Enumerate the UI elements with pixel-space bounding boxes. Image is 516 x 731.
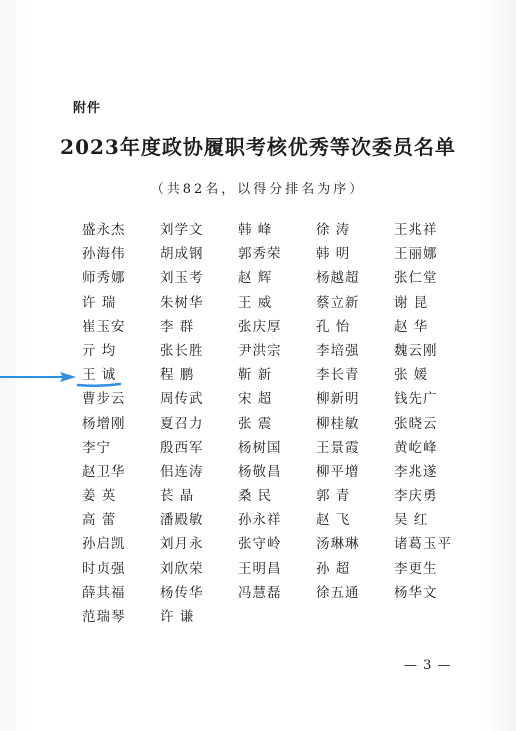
- name-entry: 张 媛: [394, 367, 429, 384]
- name-entry: 刘月永: [160, 536, 204, 553]
- name-entry: 柳新明: [316, 391, 360, 408]
- name-entry: 冯慧磊: [238, 584, 282, 601]
- name-entry: 谢 昆: [394, 294, 429, 311]
- name-entry: 刘学文: [160, 222, 204, 238]
- name-entry: 徐 涛: [316, 222, 351, 238]
- name-entry: 胡成钢: [160, 246, 204, 263]
- name-entry: 杨越超: [316, 270, 360, 287]
- page-number: — 3 —: [404, 658, 452, 673]
- name-entry: 殷西军: [160, 439, 204, 456]
- name-entry: 杨敬昌: [238, 463, 282, 480]
- name-entry: 赵 华: [394, 318, 429, 335]
- name-entry: 孙启凯: [82, 536, 126, 553]
- name-entry: 李兆遂: [394, 463, 438, 480]
- name-entry: 杨增刚: [82, 415, 126, 432]
- name-entry: 王 威: [238, 294, 273, 311]
- name-entry: 吴 红: [394, 512, 429, 529]
- name-entry: 周传武: [160, 391, 204, 408]
- name-entry: 黄屹峰: [394, 439, 438, 456]
- name-entry: 李宁: [82, 439, 111, 456]
- name-entry: 刘玉考: [160, 270, 204, 287]
- name-entry: 王景霞: [316, 439, 360, 456]
- highlight-underline: [77, 382, 121, 388]
- name-entry: 郭秀荣: [238, 246, 282, 263]
- name-entry: 孙 超: [316, 560, 351, 577]
- name-entry: 程 鹏: [160, 367, 195, 384]
- name-entry: 李庆勇: [394, 488, 438, 505]
- name-entry: 徐五通: [316, 584, 360, 601]
- page-title: 2023年度政协履职考核优秀等次委员名单: [60, 135, 456, 159]
- name-entry: 朱树华: [160, 294, 204, 311]
- name-entry: 盛永杰: [82, 222, 126, 238]
- name-entry: 师秀娜: [82, 270, 126, 287]
- highlighted-name: 王 诚: [82, 367, 117, 384]
- name-entry: 靳 新: [238, 367, 273, 384]
- name-entry: 赵 飞: [316, 512, 351, 529]
- attachment-label: 附件: [73, 101, 102, 116]
- name-entry: 刘欣荣: [160, 560, 204, 577]
- name-entry: 柳桂敏: [316, 415, 360, 432]
- name-entry: 王明昌: [238, 560, 282, 577]
- name-entry: 李培强: [316, 342, 360, 359]
- name-entry: 亓 均: [82, 342, 117, 359]
- name-entry: 薛其福: [82, 584, 126, 601]
- name-entry: 诸葛玉平: [394, 536, 452, 553]
- name-entry: 杨传华: [160, 584, 204, 601]
- name-entry: 王兆祥: [394, 222, 438, 238]
- name-entry: 姜 英: [82, 488, 117, 505]
- name-entry: 郭 青: [316, 488, 351, 505]
- name-entry: 杨树国: [238, 439, 282, 456]
- name-entry: 夏召力: [160, 415, 204, 432]
- name-entry: 张长胜: [160, 342, 204, 359]
- name-entry: 张仁堂: [394, 270, 438, 287]
- name-entry: 高 蕾: [82, 512, 117, 529]
- name-entry: 张晓云: [394, 415, 438, 432]
- name-entry: 张 震: [238, 415, 273, 432]
- name-entry: 李更生: [394, 560, 438, 577]
- name-entry: 时贞强: [82, 560, 126, 577]
- name-entry: 钱先广: [394, 391, 438, 408]
- name-entry: 韩 明: [316, 246, 351, 263]
- name-entry: 尹洪宗: [238, 342, 282, 359]
- name-entry: 王丽娜: [394, 246, 438, 263]
- name-entry: 许 瑞: [82, 294, 117, 311]
- name-entry: 张庆厚: [238, 318, 282, 335]
- name-entry: 曹步云: [82, 391, 126, 408]
- name-list: [82, 218, 474, 629]
- name-entry: 魏云刚: [394, 342, 438, 359]
- name-entry: 李长青: [316, 367, 360, 384]
- name-entry: 赵卫华: [82, 463, 126, 480]
- name-entry: 柳平增: [316, 463, 360, 480]
- name-entry: 许 谦: [160, 609, 195, 625]
- page-subtitle: （共82名，以得分排名为序）: [150, 182, 366, 197]
- name-entry: 孔 怡: [316, 318, 351, 335]
- name-entry: 蔡立新: [316, 294, 360, 311]
- name-entry: 汤琳琳: [316, 536, 360, 553]
- name-entry: 孙永祥: [238, 512, 282, 529]
- arrow-annotation-icon: [0, 370, 80, 384]
- name-entry: 佀连涛: [160, 463, 204, 480]
- name-entry: 宋 超: [238, 391, 273, 408]
- name-entry: 张守岭: [238, 536, 282, 553]
- name-entry: 范瑞琴: [82, 609, 126, 625]
- name-entry: 苌 晶: [160, 488, 195, 505]
- name-entry: 杨华文: [394, 584, 438, 601]
- name-entry: 潘殿敏: [160, 512, 204, 529]
- name-entry: 韩 峰: [238, 222, 273, 238]
- name-entry: 孙海伟: [82, 246, 126, 263]
- name-entry: 桑 民: [238, 488, 273, 505]
- name-entry: 崔玉安: [82, 318, 126, 335]
- name-entry: 赵 辉: [238, 270, 273, 287]
- name-entry: 李 群: [160, 318, 195, 335]
